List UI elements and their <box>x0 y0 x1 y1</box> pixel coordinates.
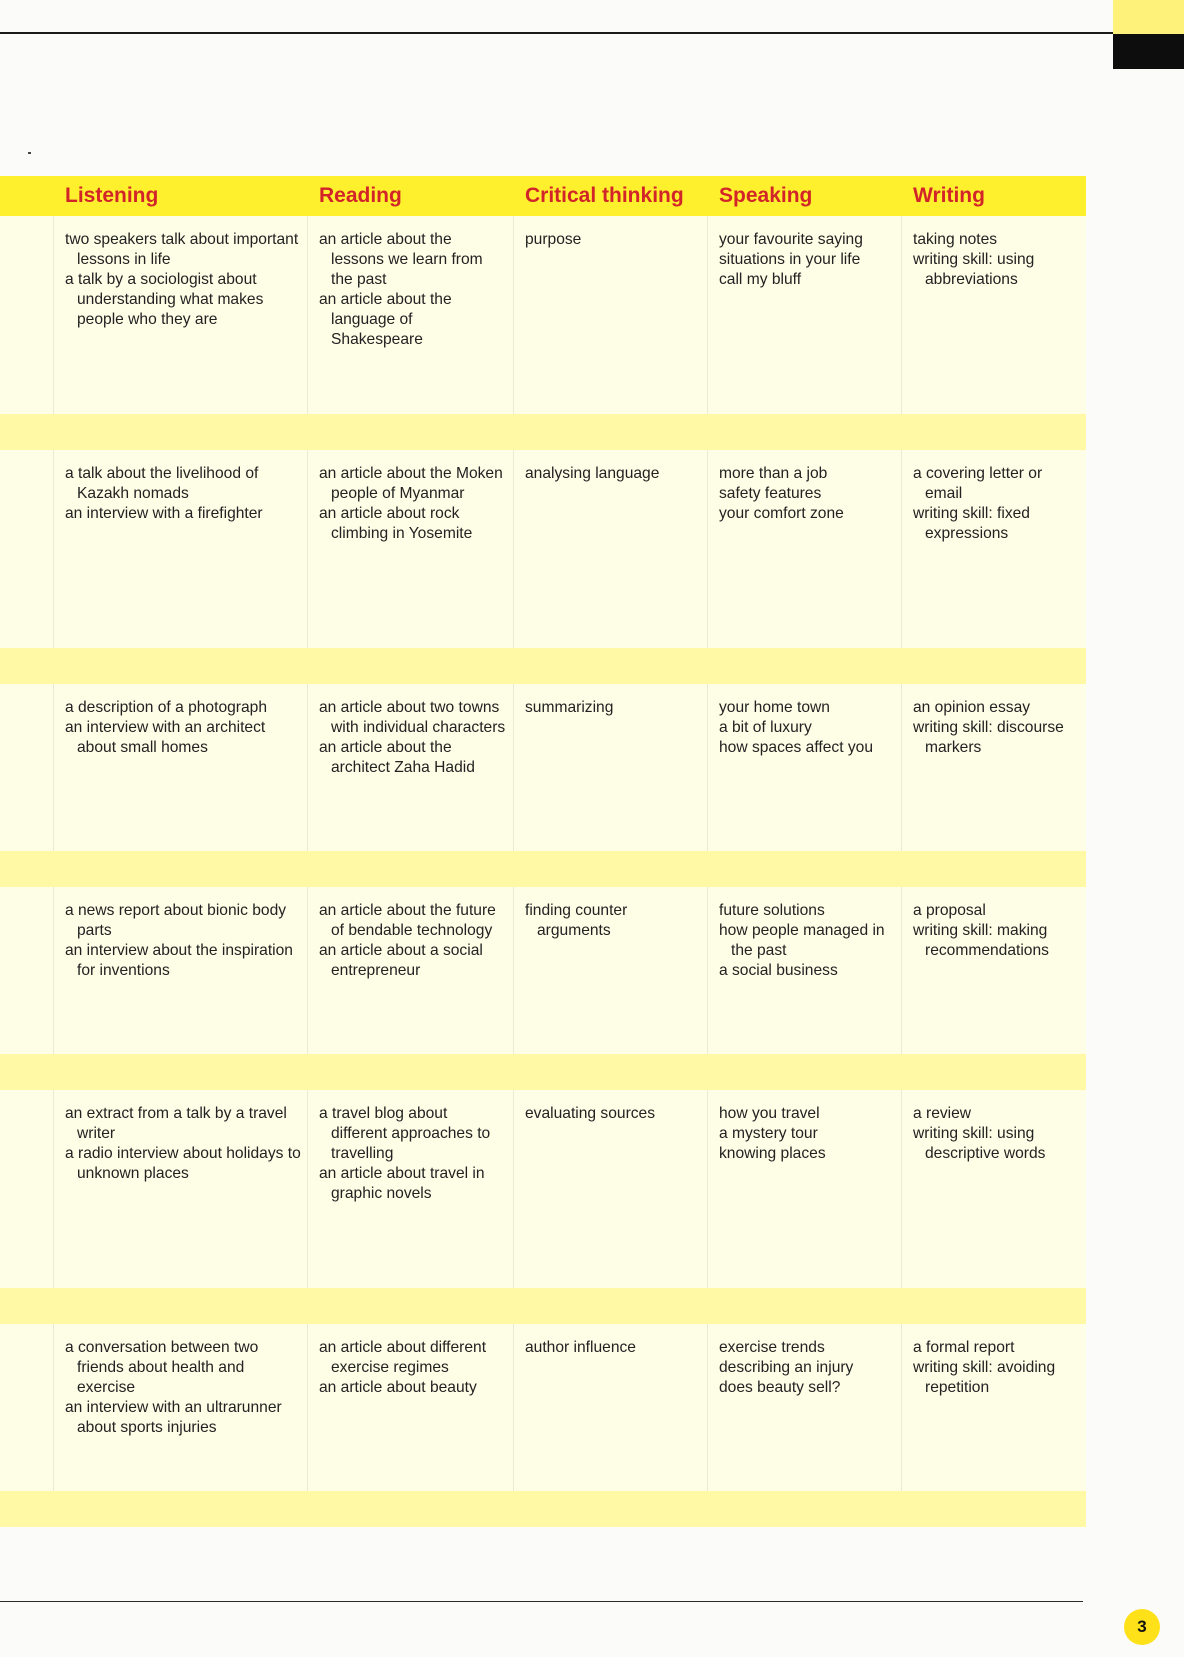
cell-line: an article about a social entrepreneur <box>319 942 483 979</box>
column-divider <box>513 216 514 414</box>
cell-line: an article about travel in graphic novels <box>319 1165 485 1202</box>
table-row <box>0 216 1086 414</box>
cell-line: your favourite saying <box>719 231 863 248</box>
row-separator-band <box>0 851 1086 887</box>
cell-line: future solutions <box>719 902 825 919</box>
cell-speaking <box>719 698 901 758</box>
column-divider <box>307 887 308 1054</box>
cell-listening <box>65 698 303 758</box>
top-rule <box>0 32 1113 34</box>
column-divider <box>901 450 902 648</box>
cell-line: finding counter arguments <box>525 902 628 939</box>
column-divider <box>307 450 308 648</box>
row-separator-band <box>0 648 1086 684</box>
corner-tab-yellow <box>1113 0 1184 34</box>
cell-line: analysing language <box>525 465 660 482</box>
column-divider <box>53 1324 54 1491</box>
cell-line: an article about beauty <box>319 1379 477 1396</box>
column-divider <box>513 1090 514 1288</box>
cell-line: an interview with an ultrarunner about sports injuries <box>65 1399 282 1436</box>
cell-reading <box>319 464 507 544</box>
cell-line: writing skill: fixed expressions <box>913 505 1030 542</box>
cell-speaking <box>719 1104 901 1164</box>
cell-line: an extract from a talk by a travel writer <box>65 1105 287 1142</box>
table-body <box>0 216 1086 1527</box>
column-divider <box>53 1090 54 1288</box>
cell-line: exercise trends <box>719 1339 825 1356</box>
cell-writing <box>913 464 1081 544</box>
cell-writing <box>913 1104 1081 1164</box>
cell-line: call my bluff <box>719 271 802 288</box>
cell-line: your home town <box>719 699 830 716</box>
cell-line: knowing places <box>719 1145 826 1162</box>
bottom-rule <box>0 1601 1083 1602</box>
column-divider <box>513 450 514 648</box>
column-divider <box>307 684 308 851</box>
cell-line: an article about the future of bendable technology <box>319 902 496 939</box>
column-divider <box>513 1324 514 1491</box>
syllabus-table <box>0 176 1086 1527</box>
cell-critical-thinking <box>525 1104 705 1124</box>
cell-line: a talk about the livelihood of Kazakh nomads <box>65 465 259 502</box>
cell-line: writing skill: making recommendations <box>913 922 1049 959</box>
corner-tab-black <box>1113 34 1184 69</box>
cell-line: a formal report <box>913 1339 1015 1356</box>
cell-reading <box>319 230 507 350</box>
cell-line: a proposal <box>913 902 986 919</box>
cell-line: an interview about the inspiration for inventions <box>65 942 293 979</box>
cell-line: a travel blog about different approaches to travelling <box>319 1105 491 1162</box>
cell-line: writing skill: avoiding repetition <box>913 1359 1056 1396</box>
cell-line: evaluating sources <box>525 1105 656 1122</box>
table-row <box>0 684 1086 851</box>
table-row <box>0 1324 1086 1491</box>
cell-speaking <box>719 1338 901 1398</box>
column-divider <box>707 216 708 414</box>
column-divider <box>901 684 902 851</box>
cell-listening <box>65 1338 303 1438</box>
column-divider <box>513 887 514 1054</box>
cell-listening <box>65 1104 303 1184</box>
cell-critical-thinking <box>525 1338 705 1358</box>
cell-writing <box>913 1338 1081 1398</box>
cell-line: your comfort zone <box>719 505 844 522</box>
cell-line: more than a job <box>719 465 828 482</box>
cell-line: an interview with a firefighter <box>65 505 263 522</box>
cell-listening <box>65 230 303 330</box>
cell-speaking <box>719 464 901 524</box>
cell-writing <box>913 698 1081 758</box>
scan-speck <box>28 152 31 154</box>
cell-line: purpose <box>525 231 582 248</box>
cell-critical-thinking <box>525 230 705 250</box>
cell-line: a talk by a sociologist about understanding what makes people who they are <box>65 271 264 328</box>
cell-line: writing skill: using descriptive words <box>913 1125 1046 1162</box>
cell-speaking <box>719 901 901 981</box>
column-divider <box>901 887 902 1054</box>
cell-line: a covering letter or email <box>913 465 1043 502</box>
cell-line: a mystery tour <box>719 1125 818 1142</box>
column-divider <box>53 684 54 851</box>
header-reading: Reading <box>319 184 402 207</box>
cell-writing <box>913 901 1081 961</box>
cell-speaking <box>719 230 901 290</box>
cell-line: a review <box>913 1105 972 1122</box>
header-speaking: Speaking <box>719 184 813 207</box>
cell-line: a radio interview about holidays to unknown places <box>65 1145 301 1182</box>
column-divider <box>707 684 708 851</box>
cell-line: how you travel <box>719 1105 820 1122</box>
header-writing: Writing <box>913 184 985 207</box>
cell-line: an article about the lessons we learn from the past <box>319 231 483 288</box>
cell-line: an article about the Moken people of Myanmar <box>319 465 503 502</box>
row-separator-band <box>0 414 1086 450</box>
cell-reading <box>319 1104 507 1204</box>
column-divider <box>307 1090 308 1288</box>
cell-line: safety features <box>719 485 822 502</box>
cell-listening <box>65 464 303 524</box>
cell-line: author influence <box>525 1339 636 1356</box>
cell-line: writing skill: using abbreviations <box>913 251 1035 288</box>
cell-reading <box>319 698 507 778</box>
cell-critical-thinking <box>525 901 705 941</box>
column-divider <box>901 1324 902 1491</box>
header-listening: Listening <box>65 184 159 207</box>
column-divider <box>707 887 708 1054</box>
cell-line: an article about rock climbing in Yosemite <box>319 505 473 542</box>
cell-line: does beauty sell? <box>719 1379 841 1396</box>
cell-line: situations in your life <box>719 251 861 268</box>
cell-critical-thinking <box>525 698 705 718</box>
row-separator-band <box>0 1054 1086 1090</box>
cell-line: an article about the language of Shakespeare <box>319 291 452 348</box>
page-number: 3 <box>1124 1609 1160 1645</box>
cell-line: an article about two towns with individual characters <box>319 699 506 736</box>
cell-line: an article about different exercise regimes <box>319 1339 487 1376</box>
cell-line: writing skill: discourse markers <box>913 719 1064 756</box>
cell-line: an article about the architect Zaha Hadid <box>319 739 475 776</box>
table-row <box>0 887 1086 1054</box>
cell-line: how spaces affect you <box>719 739 874 756</box>
cell-line: a news report about bionic body parts <box>65 902 287 939</box>
column-divider <box>901 216 902 414</box>
column-divider <box>707 1090 708 1288</box>
row-separator-band <box>0 1491 1086 1527</box>
cell-reading <box>319 1338 507 1398</box>
cell-listening <box>65 901 303 981</box>
cell-line: taking notes <box>913 231 998 248</box>
table-row <box>0 450 1086 648</box>
row-separator-band <box>0 1288 1086 1324</box>
column-divider <box>901 1090 902 1288</box>
header-row <box>0 176 1086 216</box>
column-divider <box>53 216 54 414</box>
column-divider <box>53 450 54 648</box>
cell-line: an interview with an architect about small homes <box>65 719 266 756</box>
column-divider <box>707 450 708 648</box>
header-critical-thinking: Critical thinking <box>525 184 684 207</box>
column-divider <box>513 684 514 851</box>
cell-line: a description of a photograph <box>65 699 267 716</box>
cell-line: how people managed in the past <box>719 922 885 959</box>
cell-line: an opinion essay <box>913 699 1031 716</box>
column-divider <box>307 1324 308 1491</box>
cell-critical-thinking <box>525 464 705 484</box>
cell-line: a social business <box>719 962 838 979</box>
cell-line: summarizing <box>525 699 614 716</box>
column-divider <box>307 216 308 414</box>
cell-reading <box>319 901 507 981</box>
column-divider <box>707 1324 708 1491</box>
cell-line: a bit of luxury <box>719 719 812 736</box>
column-divider <box>53 887 54 1054</box>
table-row <box>0 1090 1086 1288</box>
cell-line: two speakers talk about important lessons in life <box>65 231 299 268</box>
cell-writing <box>913 230 1081 290</box>
cell-line: describing an injury <box>719 1359 854 1376</box>
cell-line: a conversation between two friends about health and exercise <box>65 1339 259 1396</box>
